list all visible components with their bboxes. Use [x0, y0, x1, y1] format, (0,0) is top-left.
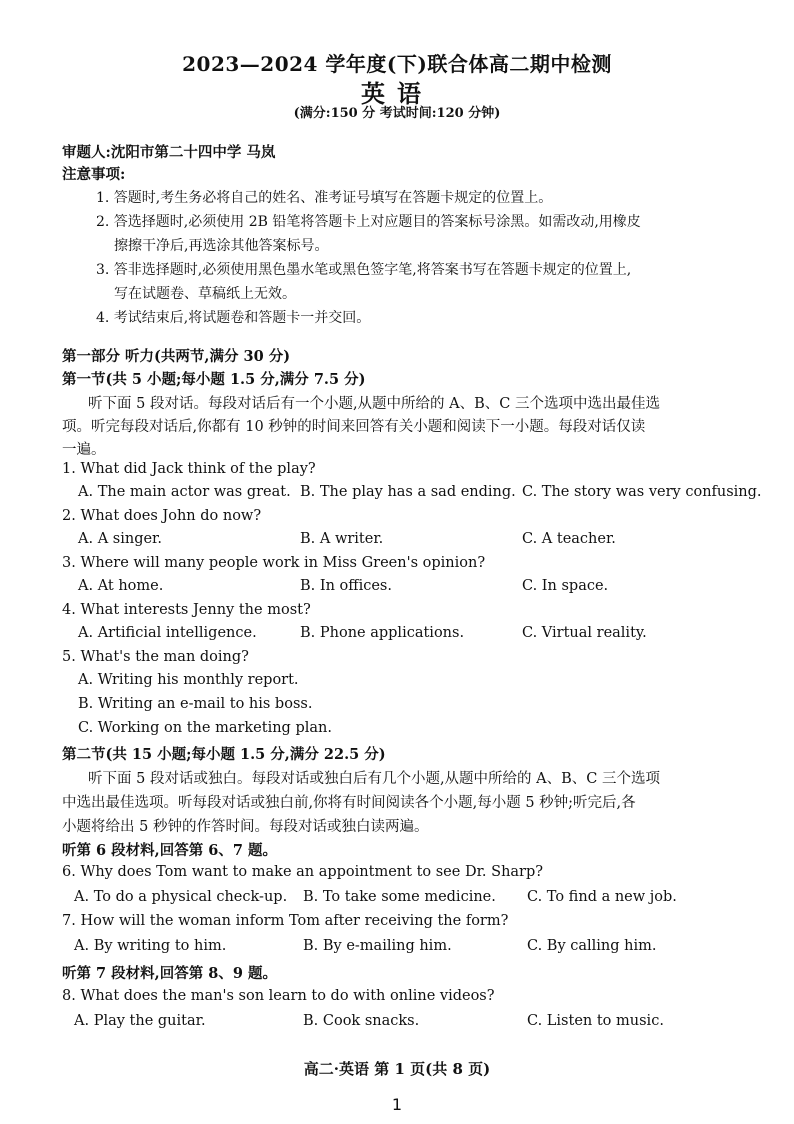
section2-intro: 小题将给出 5 秒钟的作答时间。每段对话或独白读两遍。 — [62, 819, 429, 835]
option-a: A. At home. — [78, 578, 164, 594]
question-stem: 4. What interests Jenny the most? — [62, 602, 311, 618]
part1-heading: 第一部分 听力(共两节,满分 30 分) — [62, 348, 291, 365]
section1-intro: 项。听完每段对话后,你都有 10 秒钟的时间来回答有关小题和阅读下一小题。每段对话仅读 — [62, 419, 646, 435]
option-c: C. Listen to music. — [527, 1013, 664, 1029]
option-a: A. A singer. — [78, 531, 162, 547]
notice-item: 写在试题卷、草稿纸上无效。 — [114, 286, 296, 302]
option-c: C. In space. — [522, 578, 609, 594]
option-b: B. The play has a sad ending. — [300, 484, 516, 500]
section2-heading: 第二节(共 15 小题;每小题 1.5 分,满分 22.5 分) — [62, 746, 386, 763]
subject-title: 英语 — [361, 79, 433, 108]
notice-heading: 注意事项: — [62, 166, 126, 183]
section1-intro: 一遍。 — [62, 442, 106, 458]
option-c: C. Virtual reality. — [522, 625, 647, 641]
option-b: B. By e-mailing him. — [303, 938, 452, 954]
page-footer: 高二·英语 第 1 页(共 8 页) — [303, 1060, 491, 1078]
notice-item: 擦擦干净后,再选涂其他答案标号。 — [114, 238, 329, 254]
question-stem: 3. Where will many people work in Miss Green's opinion? — [62, 555, 486, 571]
option-b: B. A writer. — [300, 531, 384, 547]
option-b: B. Writing an e-mail to his boss. — [78, 696, 313, 712]
option-a: A. Artificial intelligence. — [78, 625, 257, 641]
option-a: A. Writing his monthly report. — [78, 672, 299, 688]
option-c: C. By calling him. — [527, 938, 657, 954]
option-b: B. Cook snacks. — [303, 1013, 420, 1029]
option-c: C. Working on the marketing plan. — [78, 720, 332, 736]
page-number: 1 — [391, 1095, 403, 1114]
reviewer-line: 审题人:沈阳市第二十四中学 马岚 — [62, 144, 276, 161]
question-stem: 8. What does the man's son learn to do with online videos? — [62, 988, 495, 1004]
option-a: A. By writing to him. — [74, 938, 227, 954]
material-heading: 听第 7 段材料,回答第 8、9 题。 — [62, 965, 278, 982]
notice-item: 3. 答非选择题时,必须使用黑色墨水笔或黑色签字笔,将答案书写在答题卡规定的位置上, — [96, 262, 632, 278]
section1-intro: 听下面 5 段对话。每段对话后有一个小题,从题中所给的 A、B、C 三个选项中选出最佳选 — [88, 396, 660, 412]
option-b: B. Phone applications. — [300, 625, 465, 641]
option-a: A. The main actor was great. — [78, 484, 291, 500]
question-stem: 1. What did Jack think of the play? — [62, 461, 316, 477]
exam-meta: (满分:150 分 考试时间:120 分钟) — [293, 106, 501, 121]
option-c: C. To find a new job. — [527, 889, 677, 905]
notice-item: 2. 答选择题时,必须使用 2B 铅笔将答题卡上对应题目的答案标号涂黑。如需改动,用橡皮 — [96, 214, 641, 230]
notice-item: 4. 考试结束后,将试题卷和答题卡一并交回。 — [96, 310, 371, 326]
section2-intro: 中选出最佳选项。听每段对话或独白前,你将有时间阅读各个小题,每小题 5 秒钟;听完后,各 — [62, 795, 636, 811]
option-b: B. In offices. — [300, 578, 392, 594]
option-a: A. To do a physical check-up. — [74, 889, 288, 905]
section1-heading: 第一节(共 5 小题;每小题 1.5 分,满分 7.5 分) — [62, 371, 366, 388]
section2-intro: 听下面 5 段对话或独白。每段对话或独白后有几个小题,从题中所给的 A、B、C 三个选项 — [88, 771, 660, 787]
material-heading: 听第 6 段材料,回答第 6、7 题。 — [62, 842, 278, 859]
option-c: C. The story was very confusing. — [522, 484, 762, 500]
question-stem: 7. How will the woman inform Tom after receiving the form? — [62, 913, 509, 929]
option-a: A. Play the guitar. — [74, 1013, 206, 1029]
exam-title: 2023—2024 学年度(下)联合体高二期中检测 — [182, 52, 612, 76]
notice-item: 1. 答题时,考生务必将自己的姓名、准考证号填写在答题卡规定的位置上。 — [96, 190, 553, 206]
question-stem: 2. What does John do now? — [62, 508, 262, 524]
question-stem: 5. What's the man doing? — [62, 649, 249, 665]
option-c: C. A teacher. — [522, 531, 616, 547]
option-b: B. To take some medicine. — [303, 889, 496, 905]
question-stem: 6. Why does Tom want to make an appointment to see Dr. Sharp? — [62, 864, 544, 880]
